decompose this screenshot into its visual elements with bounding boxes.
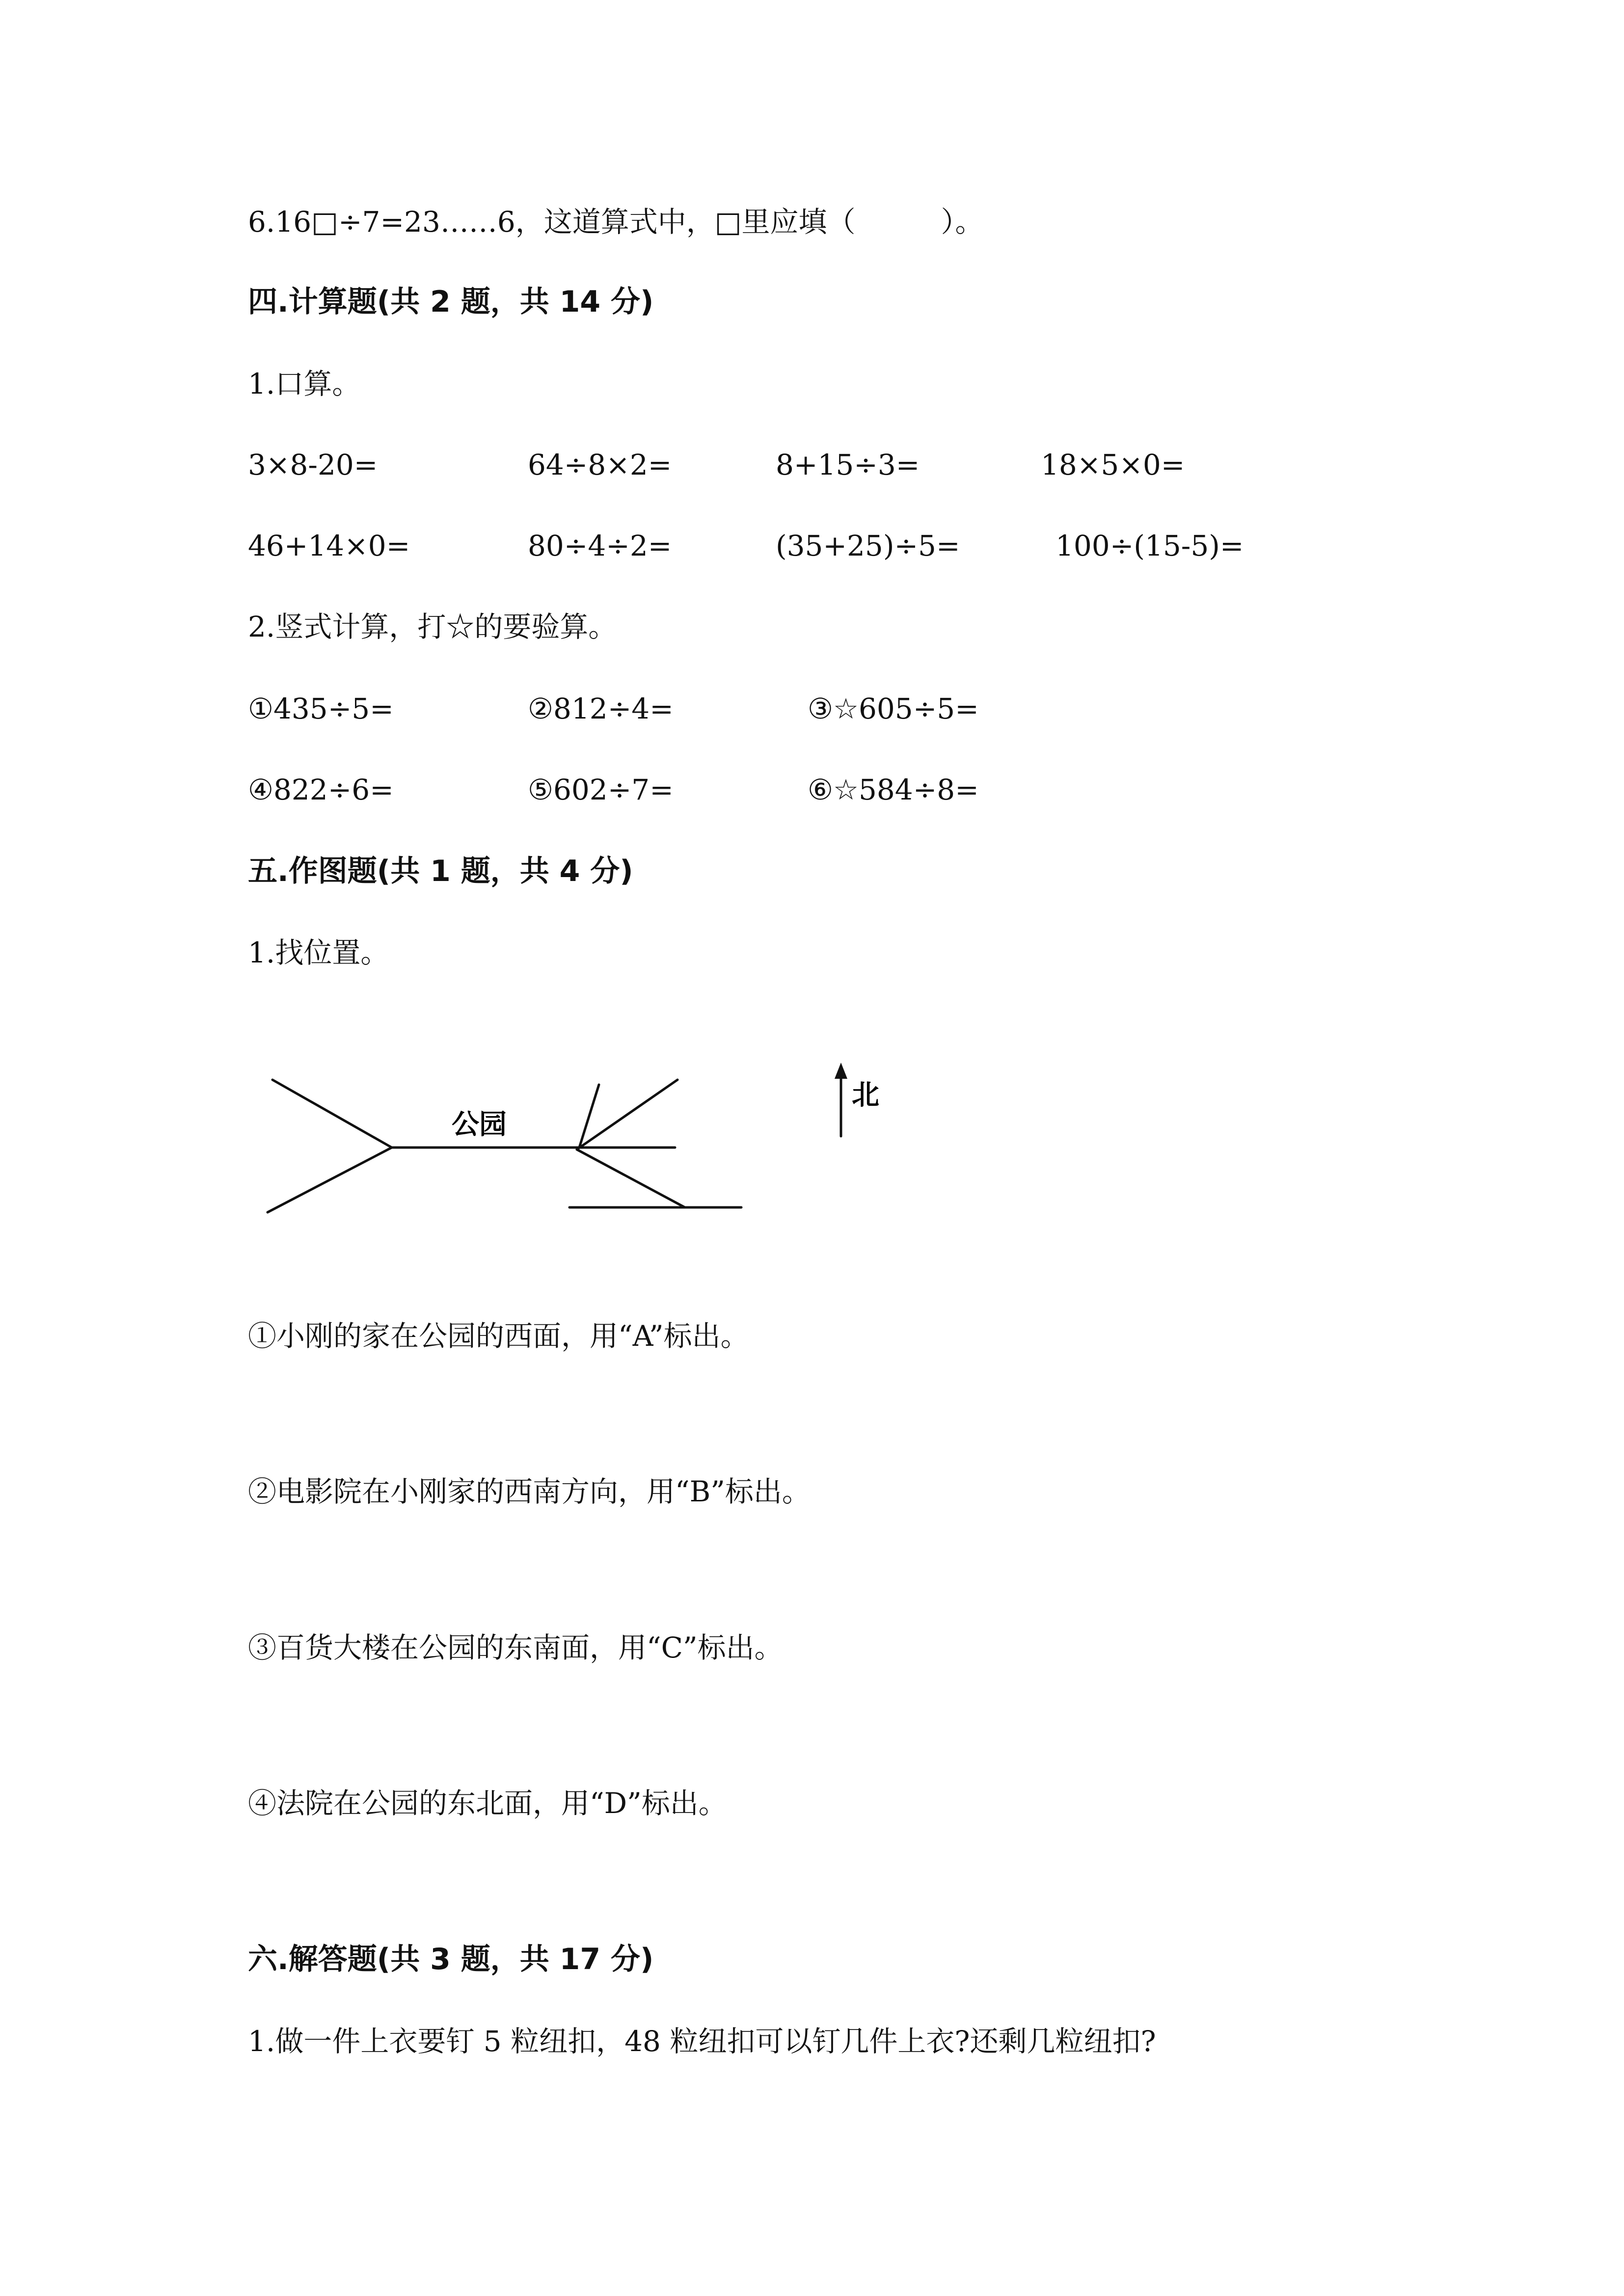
vertical-calc-6: ⑥☆584÷8=	[808, 773, 979, 806]
mental-math-4: 18×5×0=	[1041, 448, 1185, 481]
map-park-label: 公园	[452, 1109, 507, 1141]
map-task-2: ②电影院在小刚家的西南方向，用“B”标出。	[248, 1475, 811, 1508]
section-5-title: 五.作图题(共 1 题，共 4 分)	[248, 854, 633, 888]
north-arrow-icon	[835, 1063, 847, 1079]
mental-math-8: 100÷(15-5)=	[1056, 529, 1244, 562]
map-road-right-branch	[579, 1085, 599, 1148]
vertical-calc-3: ③☆605÷5=	[808, 692, 979, 725]
map-task-3: ③百货大楼在公园的东南面，用“C”标出。	[248, 1631, 783, 1664]
map-road-left-lower	[268, 1148, 392, 1212]
mental-math-3: 8+15÷3=	[776, 448, 920, 481]
vertical-calc-5: ⑤602÷7=	[528, 773, 674, 806]
vertical-calc-1: ①435÷5=	[248, 692, 394, 725]
mental-math-5: 46+14×0=	[248, 529, 410, 562]
vertical-calc-4: ④822÷6=	[248, 773, 394, 806]
map-task-1: ①小刚的家在公园的西面，用“A”标出。	[248, 1319, 749, 1353]
mental-math-6: 80÷4÷2=	[528, 529, 672, 562]
section-4-title: 四.计算题(共 2 题，共 14 分)	[248, 285, 654, 319]
mental-math-1: 3×8-20=	[248, 448, 378, 481]
question-4-1-label: 1.口算。	[248, 367, 361, 400]
question-5-1-label: 1.找位置。	[248, 936, 389, 969]
map-road-right-upper	[577, 1080, 677, 1149]
question-6: 6.16□÷7=23……6，这道算式中，□里应填（ ）。	[248, 205, 984, 239]
section-6-title: 六.解答题(共 3 题，共 17 分)	[248, 1942, 654, 1976]
map-task-4: ④法院在公园的东北面，用“D”标出。	[248, 1787, 727, 1820]
mental-math-7: (35+25)÷5=	[776, 529, 960, 562]
map-road-left-upper	[272, 1080, 392, 1148]
map-road-right-lower	[577, 1149, 685, 1207]
vertical-calc-2: ②812÷4=	[528, 692, 674, 725]
position-map-diagram	[255, 1041, 943, 1227]
map-north-label: 北	[852, 1079, 879, 1111]
mental-math-2: 64÷8×2=	[528, 448, 672, 481]
question-4-2-label: 2.竖式计算，打☆的要验算。	[248, 610, 617, 643]
question-6-1: 1.做一件上衣要钉 5 粒纽扣，48 粒纽扣可以钉几件上衣?还剩几粒纽扣?	[248, 2025, 1156, 2058]
